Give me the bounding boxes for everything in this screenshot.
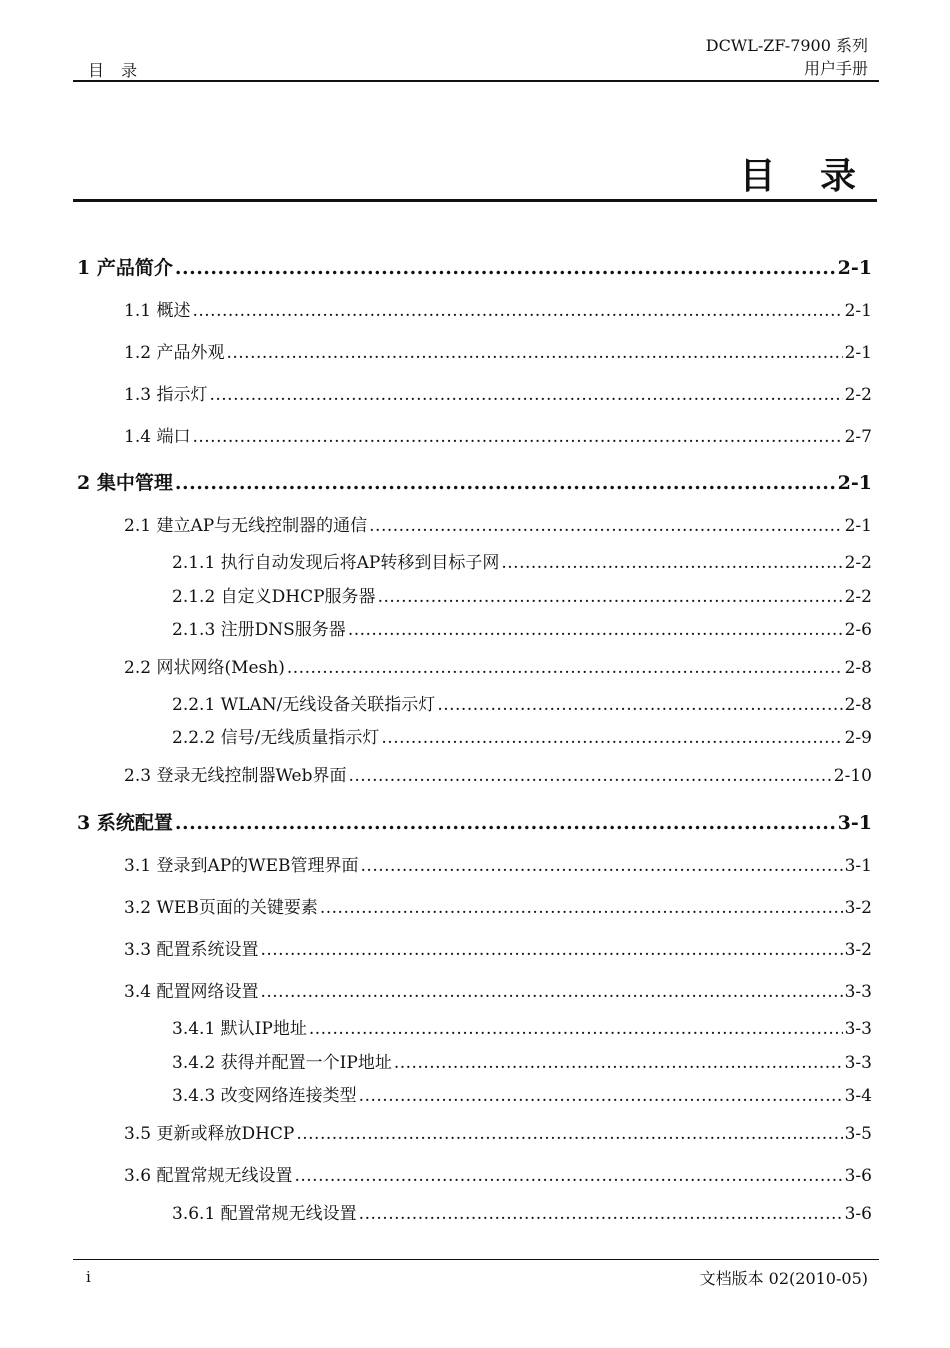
toc-entry-page: 2-1 [844,516,872,536]
toc-entry-chapter[interactable] [77,808,872,834]
header-divider [73,80,879,82]
toc-entry-section[interactable] [124,851,872,877]
toc-dot-leader [348,620,843,640]
toc-entry-title: 3.1 登录到AP的WEB管理界面 [124,856,359,876]
toc-entry-title: 1.1 概述 [124,301,191,321]
toc-entry-title: 3.4.2 获得并配置一个IP地址 [172,1053,392,1073]
toc-entry-section[interactable] [124,338,872,364]
toc-dot-leader [369,516,842,536]
toc-entry-page: 2-10 [833,766,872,786]
toc-entry-title: 2.2.2 信号/无线质量指示灯 [172,728,380,748]
toc-entry-page: 2-1 [837,257,872,279]
toc-entry-page: 2-2 [844,553,872,573]
toc-entry-section[interactable] [124,511,872,537]
toc-entry-page: 2-8 [844,695,872,715]
toc-entry-page: 3-3 [844,1019,872,1039]
toc-entry-page: 2-6 [844,620,872,640]
toc-entry-section[interactable] [124,977,872,1003]
toc-entry-page: 2-7 [844,427,872,447]
toc-entry-section[interactable] [124,380,872,406]
header-product-info [706,34,868,80]
toc-dot-leader [320,898,843,918]
page-title: 目 录 [739,156,872,197]
toc-entry-subsection[interactable] [172,548,872,574]
toc-entry-page: 2-9 [844,728,872,748]
toc-entry-subsection[interactable] [172,1048,872,1074]
toc-entry-chapter[interactable] [77,253,872,279]
toc-dot-leader [294,1166,842,1186]
toc-entry-page: 3-3 [844,982,872,1002]
toc-dot-leader [437,695,842,715]
header-section-label: 目 录 [88,61,144,80]
toc-dot-leader [175,257,836,279]
toc-dot-leader [501,553,842,573]
title-divider [73,199,877,202]
toc-entry-section[interactable] [124,893,872,919]
toc-entry-page: 3-6 [844,1204,872,1224]
footer-divider [73,1259,879,1260]
toc-entry-title: 3.6 配置常规无线设置 [124,1166,293,1186]
toc-dot-leader [361,856,843,876]
toc-entry-page: 2-1 [844,301,872,321]
toc-dot-leader [296,1124,842,1144]
toc-dot-leader [309,1019,843,1039]
toc-entry-title: 3.4 配置网络设置 [124,982,259,1002]
toc-dot-leader [192,301,842,321]
toc-entry-title: 3 系统配置 [77,812,173,834]
toc-entry-title: 2.1.1 执行自动发现后将AP转移到目标子网 [172,553,500,573]
toc-entry-page: 3-2 [844,940,872,960]
footer-page-number: i [86,1268,91,1286]
toc-entry-title: 2.1.3 注册DNS服务器 [172,620,346,640]
toc-entry-chapter[interactable] [77,468,872,494]
toc-entry-page: 3-5 [844,1124,872,1144]
toc-dot-leader [260,940,842,960]
toc-dot-leader [175,812,836,834]
toc-entry-section[interactable] [124,422,872,448]
toc-entry-title: 2.1.2 自定义DHCP服务器 [172,587,376,607]
toc-entry-section[interactable] [124,761,872,787]
toc-entry-subsection[interactable] [172,582,872,608]
toc-dot-leader [381,728,842,748]
toc-entry-page: 2-2 [844,587,872,607]
toc-entry-title: 1.2 产品外观 [124,343,225,363]
toc-entry-title: 3.3 配置系统设置 [124,940,259,960]
toc-entry-section[interactable] [124,935,872,961]
toc-entry-page: 3-6 [844,1166,872,1186]
toc-entry-title: 3.4.1 默认IP地址 [172,1019,307,1039]
toc-entry-page: 2-2 [844,385,872,405]
toc-dot-leader [226,343,842,363]
toc-entry-title: 2.2 网状网络(Mesh) [124,658,285,678]
toc-entry-title: 2.2.1 WLAN/无线设备关联指示灯 [172,695,436,715]
toc-entry-title: 3.4.3 改变网络连接类型 [172,1086,357,1106]
toc-dot-leader [175,472,836,494]
toc-entry-page: 2-1 [844,343,872,363]
footer-document-version: 文档版本 02(2010-05) [699,1269,868,1288]
header-product-name: DCWL-ZF-7900 系列 [705,36,868,55]
toc-entry-subsection[interactable] [172,690,872,716]
toc-entry-title: 2.1 建立AP与无线控制器的通信 [124,516,368,536]
toc-entry-page: 3-3 [844,1053,872,1073]
toc-entry-section[interactable] [124,296,872,322]
toc-entry-subsection[interactable] [172,615,872,641]
toc-entry-page: 3-1 [844,856,872,876]
toc-entry-page: 3-2 [844,898,872,918]
toc-entry-title: 1 产品简介 [77,257,173,279]
toc-dot-leader [192,427,842,447]
toc-entry-title: 2.3 登录无线控制器Web界面 [124,766,347,786]
toc-entry-page: 3-4 [844,1086,872,1106]
toc-dot-leader [209,385,842,405]
toc-entry-section[interactable] [124,1119,872,1145]
toc-entry-subsection[interactable] [172,1199,872,1225]
toc-entry-section[interactable] [124,1161,872,1187]
toc-entry-title: 2 集中管理 [77,472,173,494]
toc-entry-title: 1.3 指示灯 [124,385,208,405]
toc-entry-title: 3.5 更新或释放DHCP [124,1124,295,1144]
toc-entry-subsection[interactable] [172,1081,872,1107]
toc-entry-subsection[interactable] [172,723,872,749]
toc-dot-leader [359,1086,843,1106]
toc-entry-page: 3-1 [837,812,872,834]
toc-entry-subsection[interactable] [172,1014,872,1040]
toc-dot-leader [287,658,843,678]
toc-entry-page: 2-1 [837,472,872,494]
toc-dot-leader [394,1053,843,1073]
header-manual-name: 用户手册 [803,59,868,78]
toc-entry-section[interactable] [124,653,872,679]
toc-entry-title: 1.4 端口 [124,427,191,447]
toc-dot-leader [378,587,843,607]
toc-entry-page: 2-8 [844,658,872,678]
toc-dot-leader [359,1204,843,1224]
toc-entry-title: 3.6.1 配置常规无线设置 [172,1204,357,1224]
toc-dot-leader [348,766,831,786]
toc-dot-leader [260,982,842,1002]
toc-entry-title: 3.2 WEB页面的关键要素 [124,898,318,918]
